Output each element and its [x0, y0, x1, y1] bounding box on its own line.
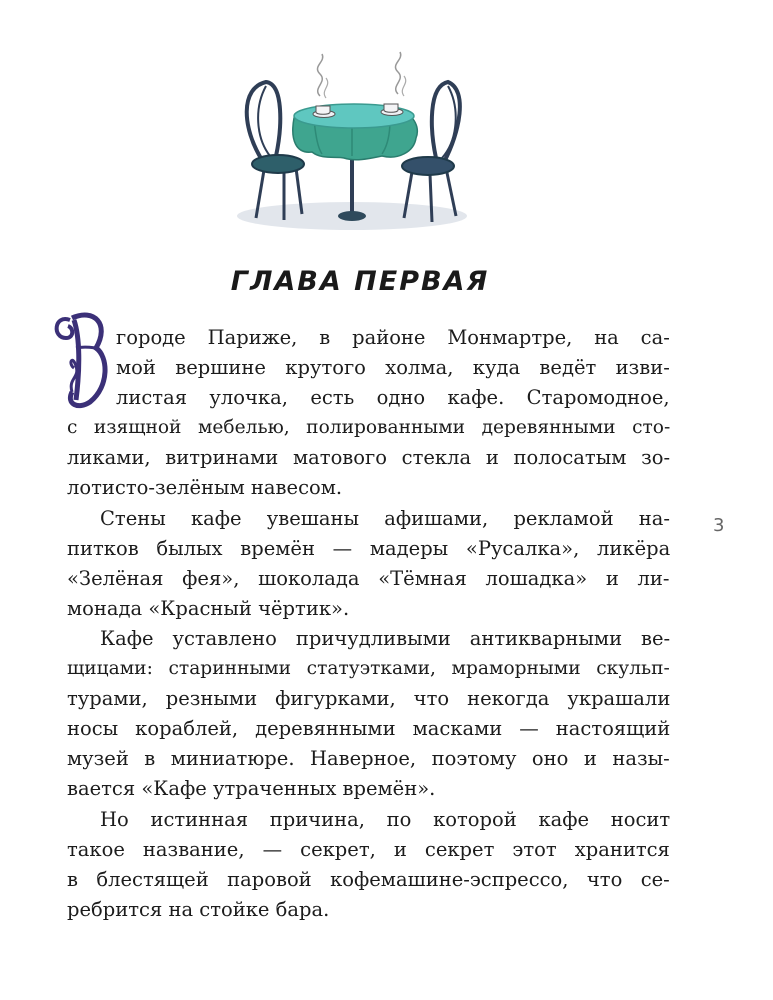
page-number: 3 [713, 515, 725, 536]
text-line: вается «Кафе утраченных времён». [67, 777, 436, 800]
text-line: носы кораблей, деревянными масками — настоящий [67, 717, 671, 740]
text-line: монада «Красный чёртик». [67, 597, 350, 620]
text-line: питков былых времён — мадеры «Русалка», ликёра [67, 537, 671, 560]
text-line: листая улочка, есть одно кафе. Старомодное, [116, 386, 670, 409]
text-line: Стены кафе увешаны афишами, рекламой на- [100, 507, 670, 530]
text-line: щицами: старинными статуэтками, мраморными скульп- [67, 658, 670, 679]
cafe-table-illustration [232, 48, 492, 248]
text-line: музей в миниатюре. Наверное, поэтому оно и назы- [67, 747, 670, 770]
text-line: мой вершине крутого холма, куда ведёт изви- [116, 356, 670, 379]
chapter-title: ГЛАВА ПЕРВАЯ [230, 266, 490, 297]
text-line: «Зелёная фея», шоколада «Тёмная лошадка» и ли- [67, 567, 670, 590]
text-line: турами, резными фигурками, что некогда украшали [67, 687, 671, 710]
text-line: с изящной мебелью, полированными деревянными сто- [67, 417, 671, 438]
text-line: Кафе уставлено причудливыми антикварными ве- [100, 627, 671, 650]
text-line: в блестящей паровой кофемашине-эспрессо, что се- [67, 868, 670, 891]
text-line: ликами, витринами матового стекла и полосатым зо- [67, 446, 671, 469]
text-line: городе Париже, в районе Монмартре, на са- [116, 326, 670, 349]
text-line: лотисто-зелёным навесом. [67, 476, 343, 499]
text-line: ребрится на стойке бара. [67, 898, 330, 921]
text-line: такое название, — секрет, и секрет этот хранится [67, 838, 670, 861]
dropcap-letter [50, 308, 110, 412]
text-line: Но истинная причина, по которой кафе носит [100, 808, 671, 831]
